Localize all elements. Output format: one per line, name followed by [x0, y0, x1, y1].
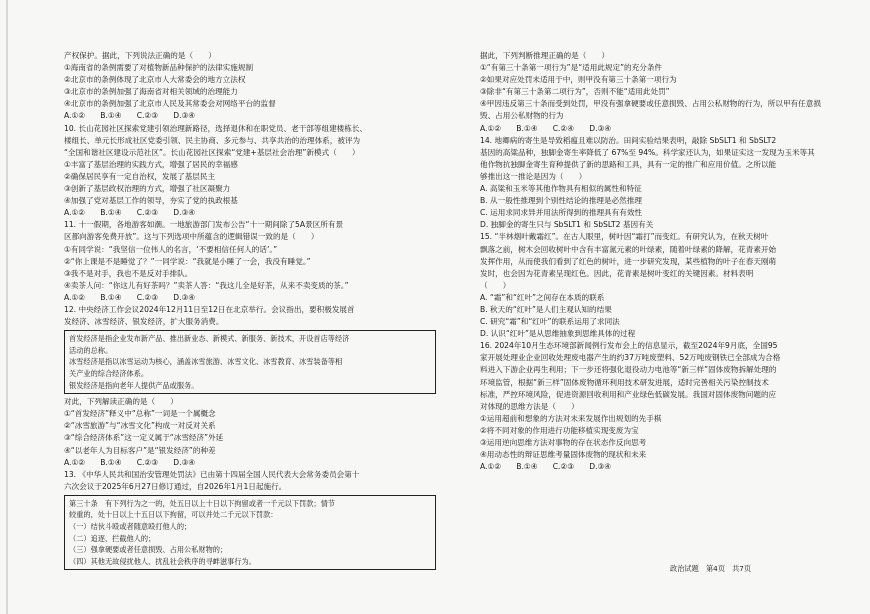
- question-10: 10. 长山花园社区探索党建引领治理新路径，选择退休和在职党员、老干部等组建楼栋长、: [64, 123, 368, 133]
- text-line: ①运用超前和想象的方法对未来发展作出规划的先手棋: [480, 413, 662, 423]
- text-line: （ ）: [480, 280, 511, 290]
- text-line: 发经济、冰雪经济、银发经济，扩大服务消费。: [64, 317, 224, 327]
- text-line: 家开展处理业企业回收处理废电器产生的约37万吨废塑料、52万吨废钢铁已全部成为合格: [480, 353, 781, 363]
- text-line: D. 认识“红叶”是从思维抽象到思维具体的过程: [480, 329, 636, 339]
- question-12: 12. 中央经济工作会议2024年12月11日至12日在北京举行。会议指出，要积极发展首: [64, 304, 355, 314]
- quote-line: 银发经济是指向老年人提供产品或服务。: [69, 380, 199, 390]
- left-lines-a: [64, 50, 436, 328]
- quote-line: 关产业的综合经济体系。: [69, 368, 149, 378]
- quote-line: （一）结伙斗殴或者随意殴打他人的；: [69, 522, 192, 532]
- text-line: ③创新了基层政权治理的方式，增强了社区凝聚力: [64, 184, 231, 194]
- text-line: ④“以老年人为目标客户”是“银发经济”的种差: [64, 445, 216, 455]
- text-line: ③“综合经济体系”这一定义属于“冰雪经济”外延: [64, 433, 224, 443]
- text-line: 飘落之前，树木会回收树叶中含有丰富氮元素的叶绿素，随着叶绿素的降解，花青素开始: [480, 244, 777, 254]
- text-line: 他作物抗独脚金寄生育种提供了新的思路和工具，具有一定的推广和应用价值。之所以能: [480, 159, 777, 169]
- text-line: “全国和谐社区建设示范社区”。长山花园社区探索“党建+基层社会治理”新模式（ ）: [64, 147, 360, 157]
- text-line: C. 运用求同求异并用法所得到的推理具有有效性: [480, 208, 643, 218]
- definition-box: [64, 330, 436, 394]
- text-line: ②如果对应处罚未适用于中，则甲没有第三十条第一项行为: [480, 75, 677, 85]
- answer-options: A.①② B.①④ C.②③ D.③④: [64, 457, 196, 467]
- text-line: ④用动态性的辩证思维考量固体废物的现状和未来: [480, 450, 647, 460]
- law-excerpt-box: [64, 495, 436, 571]
- text-line: 对体现的思维方法是（ ）: [480, 401, 579, 411]
- answer-options: A.①② B.①④ C.②③ D.③④: [64, 111, 196, 121]
- text-line: ②“冰雪旅游”与“冰雪文化”构成一对反对关系: [64, 421, 216, 431]
- text-line: B. 秋天的“红叶”是人们主观认知的结果: [480, 304, 612, 314]
- question-13: 13. 《中华人民共和国治安管理处罚法》已由第十四届全国人民代表大会常务委员会第十: [64, 469, 360, 479]
- text-line: 发挥作用，从而使我们看到了红色的树叶，进一步研究发现，某些植物的叶子在春天刚萌: [480, 256, 777, 266]
- text-line: 对此，下列解读正确的是（ ）: [64, 397, 178, 407]
- text-line: ①海南省的条例需要了对植物新品种保护的法律实施规制: [64, 63, 254, 73]
- question-15: 15. “半林烟叶戴霜红”。在古人眼里，树叶因“霜打”而变红。有研究认为，在秋天树叶: [480, 232, 769, 242]
- answer-options: A.①② B.①④ C.②③ D.③④: [64, 292, 196, 302]
- text-line: 基因的高粱品种，独脚金寄生率降低了 67%至 94%。科学家还认为，如果证实这一发现为玉米等其: [480, 147, 815, 157]
- right-column: [480, 50, 845, 473]
- text-line: 够推出这一推论是因为（ ）: [480, 171, 587, 181]
- text-line: ①有同学说：“我坚信一位伟人的名言，‘不要相信任何人的话’。”: [64, 244, 278, 254]
- text-line: ③我不是对手，我也不是反对手排队。: [64, 268, 193, 278]
- text-line: 标准，严控环境风险，促进资源回收利用和产业绿色低碳发展。我国对固体废物问题的应: [480, 389, 777, 399]
- text-line: ①“有第三十条第一项行为”是“适用此规定”的充分条件: [480, 63, 663, 73]
- text-line: ③运用逆向思维方法对事物的存在状态作反向思考: [480, 438, 647, 447]
- text-line: ①“首发经济”释义中“总称”一词是一个属概念: [64, 409, 216, 419]
- text-line: ④加强了党对基层工作的领导，夯实了党的执政根基: [64, 196, 238, 206]
- quote-line: 冰雪经济是指以冰雪运动为核心，涵盖冰雪旅游、冰雪文化、冰雪教育、冰雪装备等相: [69, 357, 343, 367]
- answer-options: A.①② B.①④ C.②③ D.③④: [64, 208, 196, 218]
- quote-line: 第三十条 有下列行为之一的，处五日以上十日以下拘留或者一千元以下罚款；情节: [69, 498, 335, 508]
- question-11: 11. 十一假期，各地游客如潮。一地旅游部门发布公告“十一期间除了5A景区所有景: [64, 220, 344, 230]
- quote-line: （四）其他无故侵扰他人、扰乱社会秩序的寻衅滋事行为。: [69, 556, 256, 566]
- text-line: ②确保居民享有一定自治权，发展了基层民主: [64, 171, 216, 181]
- text-line: 发时，也会因为花青素呈现红色。因此，花青素是树叶变红的关键因素。材料表明: [480, 268, 754, 278]
- quote-line: 活动的总称。: [69, 345, 113, 355]
- text-line: ④卖茶人问：“你这儿有好茶吗？”卖茶人答：“我这儿全是好茶，从来不卖变质的茶。”: [64, 280, 349, 290]
- text-line: 区都向游客免费开放”。这与下列选项中所蕴含的逻辑错误一致的是（ ）: [64, 232, 319, 242]
- text-line: ②北京市的条例体现了北京市人大常委会的地方立法权: [64, 75, 246, 85]
- text-line: 环境监管，根据“新三样”固体废物循环利用技术研发进展，适时完善相关污染控制技术: [480, 377, 769, 387]
- text-line: ③北京市的条例加强了海南省对相关领域的治理能力: [64, 87, 238, 97]
- quote-line: 较重的，处十日以上十五日以下拘留，可以并处二千元以下罚款：: [69, 510, 278, 520]
- page-footer: 政治试题 第4页 共7页: [670, 564, 752, 573]
- quote-line: 首发经济是指企业发布新产品、推出新业态、新模式、新服务、新技术，开设首店等经济: [69, 334, 350, 344]
- text-line: ④甲因违反第三十条而受到处罚，甲没有强拿硬要或任意损毁、占用公私财物的行为，所以甲有任意损: [480, 99, 821, 109]
- scan-edge-left: [6, 0, 8, 614]
- text-line: 楼组长、单元长形成社区党委引领、民主协商、多元参与、共享共治的治理体系，被评为: [64, 135, 361, 145]
- text-line: ②“你上课是不是睡觉了？”一同学说：“我就是小睡了一会，我没有睡觉。”: [64, 256, 311, 266]
- question-14: 14. 地卿病的寄生是导致稻瘟且难以防治。田间实验结果表明，敲除 SbSLT1 和 SbSLT2: [480, 135, 777, 145]
- text-line: A. “霜”和“红叶”之间存在本质的联系: [480, 292, 605, 302]
- text-line: 据此，下列判断推理正确的是（ ）: [480, 51, 610, 60]
- text-line: ①丰富了基层治理的实践方式，增强了居民的幸福感: [64, 159, 238, 169]
- text-line: D. 独脚金的寄生只与 SbSLT1 和 SbSLT2 基因有关: [480, 220, 654, 230]
- answer-options: A.①② B.①④ C.②③ D.③④: [480, 462, 612, 472]
- left-column: [64, 50, 436, 572]
- text-line: 六次会议于2025年6月27日修订通过，自2026年1月1日起施行。: [64, 481, 287, 491]
- text-line: ④北京市的条例加强了北京市人民及其常委会对网络平台的监督: [64, 99, 276, 109]
- text-line: 产权保护。据此，下列说法正确的是（ ）: [64, 51, 216, 60]
- text-line: C. 研究“霜”和“红叶”的联系运用了求同法: [480, 317, 620, 327]
- left-lines-b: [64, 396, 436, 493]
- quote-line: （二）追逐、拦截他人的；: [69, 533, 156, 543]
- question-16: 16. 2024年10月生态环境部新闻例行发布会上的信息显示，截至2024年9月底，全国95: [480, 341, 778, 351]
- text-line: ②将不同对象的作用进行功能移植实现变废为宝: [480, 425, 639, 435]
- answer-options: A.①② B.①④ C.②④ D.③④: [480, 123, 612, 133]
- text-line: 毁、占用公私财物的行为: [480, 111, 564, 121]
- text-line: B. 从一般性推理到个别性结论的推理是必然推理: [480, 196, 642, 206]
- quote-line: （三）强拿硬要或者任意损毁、占用公私财物的；: [69, 545, 228, 555]
- text-line: A. 高粱和玉米等其他作物具有相似的属性和特征: [480, 184, 642, 194]
- text-line: 料进入下游企业再生利用；下一步还将强化退役动力电池等“新三样”固体废物拆解处理的: [480, 365, 777, 375]
- text-line: ③除非“有第三十条第二项行为”，否则不能“适用此处罚”: [480, 87, 670, 97]
